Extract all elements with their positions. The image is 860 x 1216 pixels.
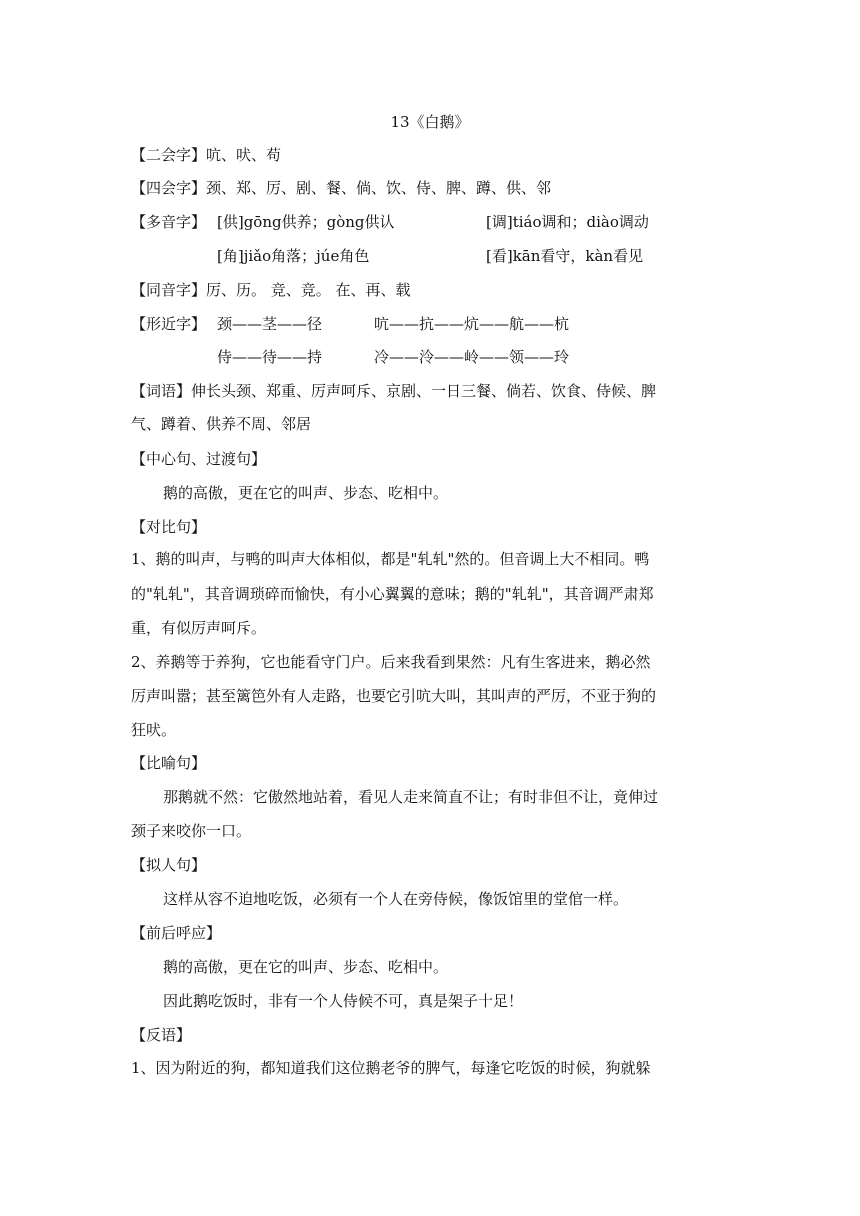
si-hui-zi-label: 【四会字】 (131, 179, 207, 197)
er-hui-zi-text: 吭、吠、苟 (206, 146, 282, 164)
si-hui-zi-row (131, 177, 551, 199)
zhong-xin-ju-text: 鹅的高傲，更在它的叫声、步态、吃相中。 (163, 484, 449, 502)
xing-jin-zi-item: 颈——茎——径 (217, 315, 323, 333)
er-hui-zi-label: 【二会字】 (131, 146, 207, 164)
ni-ren-ju-text: 这样从容不迫地吃饭，必须有一个人在旁侍候，像饭馆里的堂倌一样。 (163, 890, 629, 908)
tong-yin-zi-text: 厉、历。 竞、竞。 在、再、载 (206, 281, 411, 299)
xing-jin-zi-label: 【形近字】 (131, 315, 207, 333)
ci-yu-text: 伸长头颈、郑重、厉声呵斥、京剧、一日三餐、倘若、饮食、侍候、脾 (191, 382, 657, 400)
duo-yin-zi-item: [看]kān看守，kàn看见 (486, 247, 644, 265)
xing-jin-zi-item: 吭——抗——炕——航——杭 (374, 315, 570, 333)
dui-bi-ju-line: 2、养鹅等于养狗，它也能看守门户。后来我看到果然：凡有生客进来，鹅必然 (131, 653, 651, 671)
qian-hou-hu-ying-text: 因此鹅吃饭时，非有一个人侍候不可，真是架子十足！ (163, 992, 524, 1010)
qian-hou-hu-ying-label: 【前后呼应】 (131, 924, 222, 942)
zhong-xin-ju-label: 【中心句、过渡句】 (131, 450, 267, 468)
dui-bi-ju-line: 的"轧轧"，其音调琐碎而愉快，有小心翼翼的意味；鹅的"轧轧"，其音调严肃郑 (131, 585, 654, 603)
dui-bi-ju-label: 【对比句】 (131, 518, 207, 536)
dui-bi-ju-line: 厉声叫嚣；甚至篱笆外有人走路，也要它引吭大叫，其叫声的严厉，不亚于狗的 (131, 687, 657, 705)
page-title: 13《白鹅》 (390, 113, 470, 131)
bi-yu-ju-label: 【比喻句】 (131, 754, 207, 772)
ni-ren-ju-label: 【拟人句】 (131, 856, 207, 874)
dui-bi-ju-line: 狂吠。 (131, 721, 177, 739)
duo-yin-zi-label: 【多音字】 (131, 213, 207, 231)
tong-yin-zi-row (131, 279, 411, 301)
fan-yu-label: 【反语】 (131, 1026, 192, 1044)
ci-yu-row (131, 380, 656, 402)
xing-jin-zi-item: 侍——待——持 (217, 348, 323, 366)
qian-hou-hu-ying-text: 鹅的高傲，更在它的叫声、步态、吃相中。 (163, 958, 449, 976)
bi-yu-ju-text: 那鹅就不然：它傲然地站着，看见人走来简直不让；有时非但不让，竟伸过 (163, 788, 659, 806)
dui-bi-ju-line: 重，有似厉声呵斥。 (131, 619, 267, 637)
duo-yin-zi-item: [调]tiáo调和；diào调动 (486, 213, 649, 231)
ci-yu-label: 【词语】 (131, 382, 192, 400)
dui-bi-ju-line: 1、鹅的叫声，与鸭的叫声大体相似，都是"轧轧"然的。但音调上大不相同。鸭 (131, 550, 650, 568)
xing-jin-zi-item: 冷——泠——岭——领——玲 (374, 348, 570, 366)
duo-yin-zi-item: [供]gōng供养；gòng供认 (217, 213, 395, 231)
duo-yin-zi-item: [角]jiǎo角落；júe角色 (217, 247, 370, 265)
ci-yu-continuation: 气、蹲着、供养不周、邻居 (131, 415, 312, 433)
tong-yin-zi-label: 【同音字】 (131, 281, 207, 299)
fan-yu-text: 1、因为附近的狗，都知道我们这位鹅老爷的脾气，每逢它吃饭的时候，狗就躲 (131, 1059, 651, 1077)
si-hui-zi-text: 颈、郑、厉、剧、餐、倘、饮、侍、脾、蹲、供、邻 (206, 179, 552, 197)
er-hui-zi-row (131, 144, 281, 166)
bi-yu-ju-continuation: 颈子来咬你一口。 (131, 822, 252, 840)
